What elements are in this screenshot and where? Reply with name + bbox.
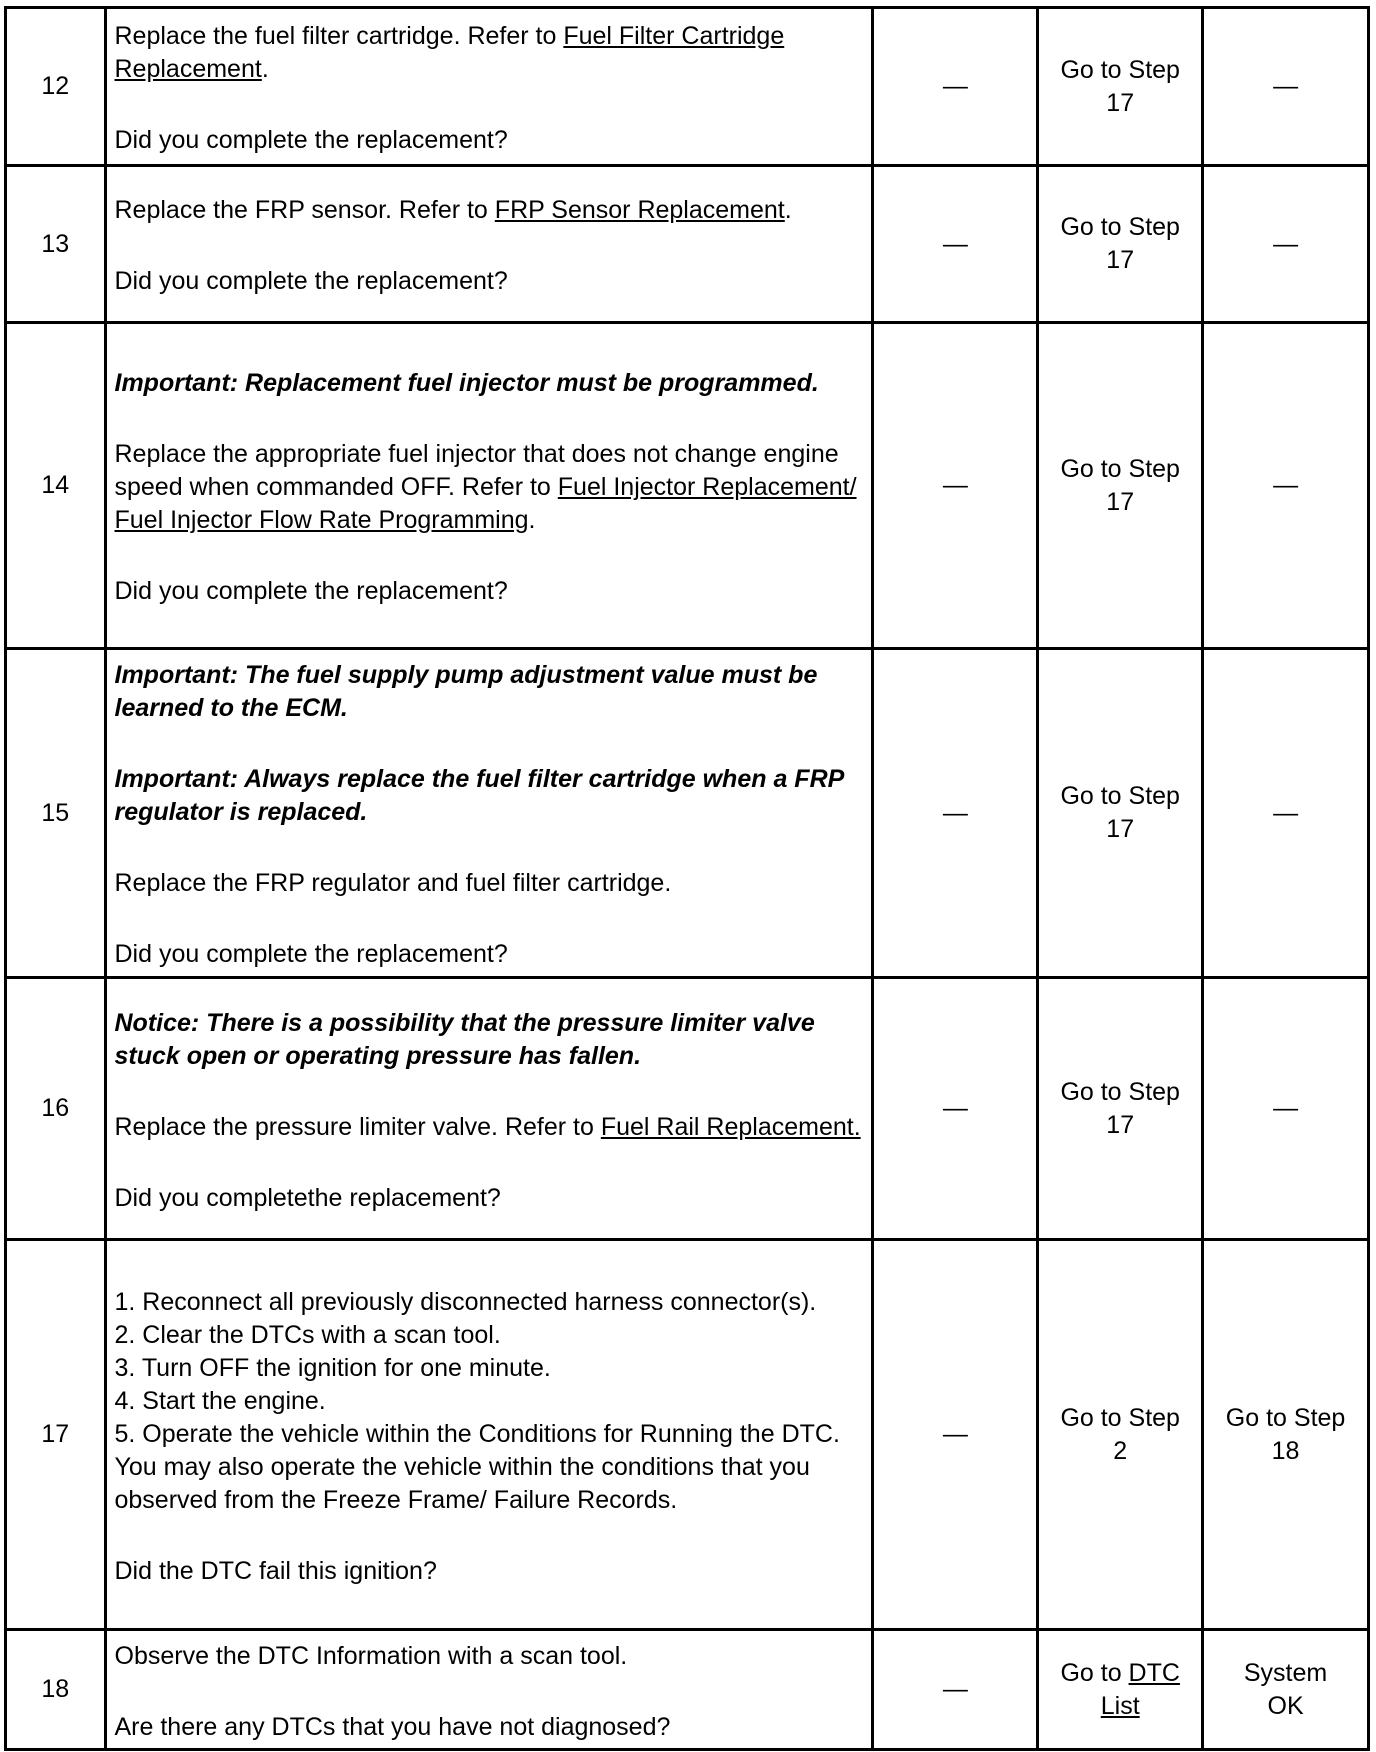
procedure-link[interactable]: FRP Sensor Replacement: [494, 196, 785, 224]
question-text: Did you complete the replacement?: [114, 940, 508, 968]
table-row: [6, 166, 1369, 323]
procedure-step: 3. Turn OFF the ignition for one minute.: [114, 1353, 551, 1382]
yes-action: Go to Step 17: [1060, 55, 1180, 117]
yes-cell: [1038, 323, 1203, 649]
value-cell: —: [873, 323, 1038, 649]
procedure-link[interactable]: Fuel Filter Cartridge Replacement: [114, 22, 785, 83]
no-cell: —: [1203, 978, 1369, 1240]
step-number: 15: [6, 649, 106, 978]
table-row: [6, 978, 1369, 1240]
action-text: Observe the DTC Information with a scan tool.: [114, 1641, 628, 1670]
no-cell: —: [1203, 649, 1369, 978]
yes-cell: [1038, 649, 1203, 978]
question-text: Did you complete the replacement?: [114, 126, 508, 154]
yes-action: Go to Step 17: [1060, 454, 1180, 516]
step-number: 17: [6, 1240, 106, 1630]
question-text: Are there any DTCs that you have not diagnosed?: [114, 1712, 671, 1741]
important-note: Important: Replacement fuel injector must be programmed.: [114, 369, 819, 397]
no-action: Go to Step 18: [1225, 1403, 1346, 1465]
value-cell: —: [873, 978, 1038, 1240]
action-text: Replace the fuel filter cartridge. Refer to Fuel Filter Cartridge Replacement.: [114, 22, 785, 83]
action-cell: [105, 1240, 873, 1630]
action-cell: [105, 8, 873, 166]
action-cell: [105, 166, 873, 323]
question-text: Did you completethe replacement?: [114, 1183, 501, 1212]
dtc-list-link[interactable]: DTC List: [1100, 1658, 1180, 1720]
no-cell: —: [1203, 323, 1369, 649]
important-note: Important: Always replace the fuel filter cartridge when a FRP regulator is replaced.: [114, 765, 844, 826]
procedure-step: 4. Start the engine.: [114, 1386, 326, 1415]
table-row: [6, 1240, 1369, 1630]
no-cell: [1203, 1630, 1369, 1750]
yes-action: Go to DTC List: [1060, 1658, 1180, 1720]
procedure-link[interactable]: Fuel Injector Replacement/ Fuel Injector Flow Rate Programming: [114, 473, 857, 534]
step-number: 12: [6, 8, 106, 166]
question-text: Did the DTC fail this ignition?: [114, 1556, 437, 1585]
action-cell: [105, 1630, 873, 1750]
notice-note: Notice: There is a possibility that the pressure limiter valve stuck open or operating pressure has fallen.: [114, 1008, 815, 1070]
action-cell: [105, 323, 873, 649]
table-row: [6, 323, 1369, 649]
yes-action: Go to Step 17: [1060, 213, 1180, 274]
procedure-step: 5. Operate the vehicle within the Conditions for Running the DTC. You may also operate the vehicle within the conditions that you observed from the Freeze Frame/ Failure Records.: [114, 1419, 840, 1514]
no-cell: —: [1203, 8, 1369, 166]
procedure-step: 1. Reconnect all previously disconnected harness connector(s).: [114, 1287, 817, 1316]
step-number: 13: [6, 166, 106, 323]
table-row: [6, 8, 1369, 166]
yes-action: Go to Step 2: [1060, 1403, 1180, 1465]
question-text: Did you complete the replacement?: [114, 577, 508, 605]
yes-cell: [1038, 166, 1203, 323]
action-cell: [105, 649, 873, 978]
value-cell: —: [873, 166, 1038, 323]
value-cell: —: [873, 1240, 1038, 1630]
yes-cell: [1038, 1630, 1203, 1750]
step-number: 14: [6, 323, 106, 649]
step-number: 18: [6, 1630, 106, 1750]
yes-cell: [1038, 1240, 1203, 1630]
yes-action: Go to Step 17: [1060, 1077, 1180, 1139]
action-text: Replace the FRP sensor. Refer to FRP Sensor Replacement.: [114, 196, 792, 224]
action-text: Replace the FRP regulator and fuel filter cartridge.: [114, 869, 672, 897]
no-cell: —: [1203, 166, 1369, 323]
yes-cell: [1038, 8, 1203, 166]
action-text: Replace the appropriate fuel injector that does not change engine speed when commanded OFF. Refer to Fuel Injector Replacement/ Fuel Injector Flow Rate Programming.: [114, 440, 857, 534]
value-cell: —: [873, 1630, 1038, 1750]
procedure-link[interactable]: Fuel Rail Replacement.: [600, 1112, 861, 1141]
table-row: [6, 649, 1369, 978]
action-cell: [105, 978, 873, 1240]
no-action: System OK: [1243, 1658, 1328, 1720]
yes-cell: [1038, 978, 1203, 1240]
value-cell: —: [873, 8, 1038, 166]
procedure-step: 2. Clear the DTCs with a scan tool.: [114, 1320, 501, 1349]
value-cell: —: [873, 649, 1038, 978]
step-number: 16: [6, 978, 106, 1240]
table-row: [6, 1630, 1369, 1750]
yes-action: Go to Step 17: [1060, 782, 1180, 843]
action-text: Replace the pressure limiter valve. Refer to Fuel Rail Replacement.: [114, 1112, 861, 1141]
diagnostic-table: [4, 6, 1370, 1751]
no-cell: [1203, 1240, 1369, 1630]
question-text: Did you complete the replacement?: [114, 267, 508, 295]
important-note: Important: The fuel supply pump adjustment value must be learned to the ECM.: [114, 661, 818, 722]
